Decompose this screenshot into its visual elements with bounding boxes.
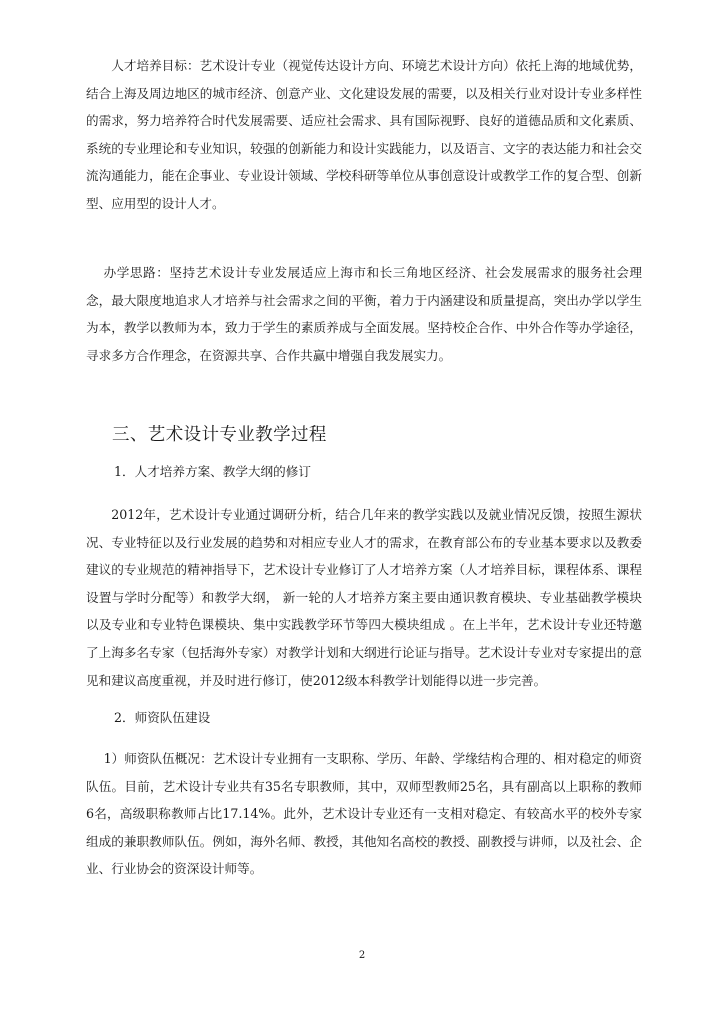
revision-paragraph: 2012年，艺术设计专业通过调研分析，结合几年来的教学实践以及就业情况反馈，按照生源状况、专业特征以及行业发展的趋势和对相应专业人才的需求，在教育部公布的专业基本要求以及教委建议的专业规范的精神指导下，艺术设计专业修订了人才培养方案（人才培养目标，课程体系、课程设置与学时分配等）和教学大纲， 新一轮的人才培养方案主要由通识教育模块、专业基础教学模块以及专业和专业特色课模块、集中实践教学环节等四大模块组成 。在上半年，艺术设计专业还特邀了上海多名专家（包括海外专家）对教学计划和大纲进行论证与指导。艺术设计专业对专家提出的意见和建议高度重视，并及时进行修订，使2012级本科教学计划能得以进一步完善。 — [86, 507, 642, 688]
school-philosophy-paragraph: 办学思路：坚持艺术设计专业发展适应上海市和长三角地区经济、社会发展需求的服务社会理念，最大限度地追求人才培养与社会需求之间的平衡，着力于内涵建设和质量提高，突出办学以学生为本，教学以教师为本，致力于学生的素质养成与全面发展。坚持校企合作、中外合作等办学途径，寻求多方合作理念，在资源共享、合作共赢中增强自我发展实力。 — [86, 265, 642, 363]
section-heading: 三、艺术设计专业教学过程 — [112, 425, 327, 445]
page-number: 2 — [358, 950, 366, 961]
faculty-overview-paragraph: 1）师资队伍概况：艺术设计专业拥有一支职称、学历、年龄、学缘结构合理的、相对稳定的师资队伍。目前，艺术设计专业共有35名专职教师，其中，双师型教师25名，具有副高以上职称的教师6名，高级职称教师占比17.14%。此外，艺术设计专业还有一支相对稳定、有较高水平的校外专家组成的兼职教师队伍。例如，海外名师、教授，其他知名高校的教授、副教授与讲师，以及社会、企业、行业协会的资深设计师等。 — [86, 751, 642, 877]
talent-goal-paragraph: 人才培养目标：艺术设计专业（视觉传达设计方向、环境艺术设计方向）依托上海的地域优势，结合上海及周边地区的城市经济、创意产业、文化建设发展的需要，以及相关行业对设计专业多样性的需求，努力培养符合时代发展需要、适应社会需求、具有国际视野、良好的道德品质和文化素质、系统的专业理论和专业知识，较强的创新能力和设计实践能力，以及语言、文字的表达能力和社会交流沟通能力，能在企事业、专业设计领域、学校科研等单位从事创意设计或教学工作的复合型、创新型、应用型的设计人才。 — [86, 58, 642, 211]
training-plan-subheading: 1．人才培养方案、教学大纲的修订 — [114, 464, 311, 479]
faculty-subheading: 2．师资队伍建设 — [114, 710, 211, 725]
